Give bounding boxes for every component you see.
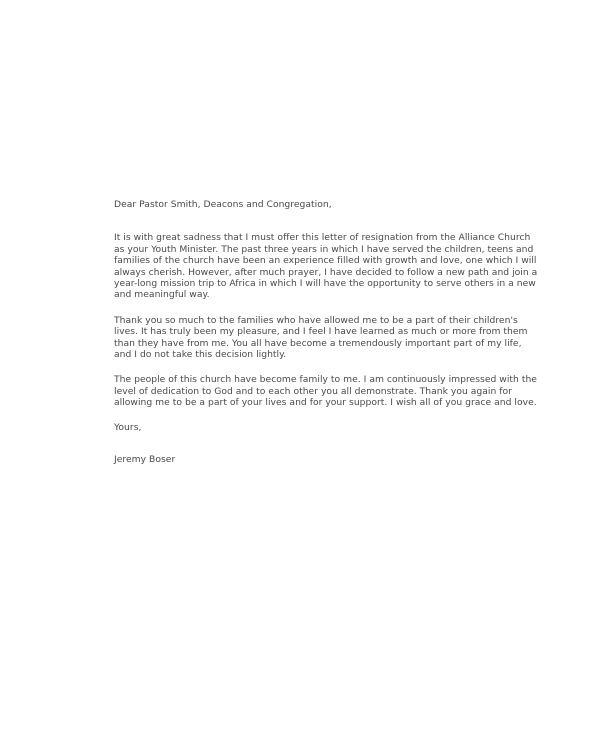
paragraph-line: families of the church have been an experience filled with growth and love, one which I will [114, 255, 537, 267]
paragraph-line: than they have from me. You all have become a tremendously important part of my life, [114, 337, 522, 349]
closing [114, 422, 494, 433]
paragraph-line: level of dedication to God and to each other you all demonstrate. Thank you again for [114, 385, 512, 397]
paragraph-line: always cherish. However, after much prayer, I have decided to follow a new path and join a [114, 266, 538, 278]
paragraph-line: and I do not take this decision lightly. [114, 348, 287, 360]
paragraph-line: The people of this church have become family to me. I am continuously impressed with the [114, 374, 537, 386]
resignation-letter [114, 199, 538, 465]
signature-name: Jeremy Boser [114, 453, 176, 465]
paragraph-line: Thank you so much to the families who have allowed me to be a part of their children's [114, 314, 518, 326]
salutation-text: Dear Pastor Smith, Deacons and Congregation, [114, 199, 332, 210]
paragraph-1 [114, 232, 538, 301]
paragraph-2 [114, 314, 528, 361]
signature [114, 454, 494, 465]
closing-text: Yours, [114, 422, 142, 434]
paragraph-line: allowing me to be a part of your lives and for your support. I wish all of you grace and love. [114, 397, 537, 409]
paragraph-line: lives. It has truly been my pleasure, and I feel I have learned as much or more from them [114, 326, 528, 338]
salutation [114, 199, 494, 210]
paragraph-line: as your Youth Minister. The past three years in which I have served the children, teens and [114, 243, 534, 255]
paragraph-line: and meaningful way. [114, 289, 210, 301]
paragraph-3 [114, 374, 537, 409]
paragraph-line: year-long mission trip to Africa in which I will have the opportunity to serve others in a new [114, 277, 536, 289]
paragraph-line: It is with great sadness that I must offer this letter of resignation from the Alliance Church [114, 232, 531, 244]
